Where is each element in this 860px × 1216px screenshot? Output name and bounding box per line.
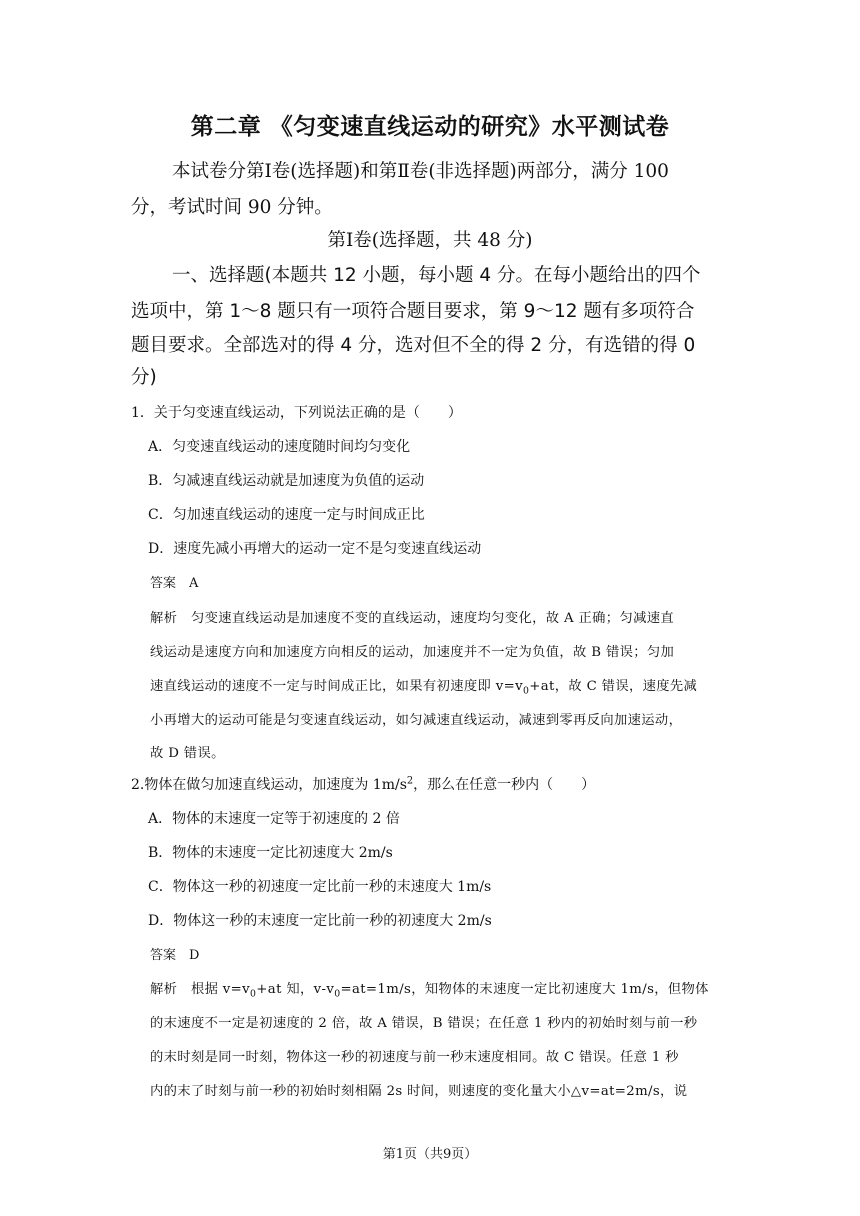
section-instructions-line-2: 选项中，第 1～8 题只有一项符合题目要求，第 9～12 题有多项符合 xyxy=(131,301,695,322)
question-2-option-b: B．物体的末速度一定比初速度大 2m/s xyxy=(148,845,393,861)
question-1-option-a: A．匀变速直线运动的速度随时间均匀变化 xyxy=(148,439,411,455)
question-1-stem: 1．关于匀变速直线运动，下列说法正确的是（ ） xyxy=(131,405,462,421)
question-1-option-b: B．匀减速直线运动就是加速度为负值的运动 xyxy=(148,473,425,489)
question-2-explanation-line-1: 解析 根据 $v=v_0+at$ 知，$v-v_0=at=1m/s$，知物体的末速度一定比初速度大 1m/s，但物体 xyxy=(150,982,709,1000)
intro-line-1: 本试卷分第Ⅰ卷(选择题)和第Ⅱ卷(非选择题)两部分，满分 100 xyxy=(172,161,669,182)
question-2-explanation-line-2: 的末速度不一定是初速度的 2 倍，故 A 错误，B 错误；在任意 1 秒内的初始时刻与前一秒 xyxy=(150,1016,698,1031)
page-title: 第二章 《匀变速直线运动的研究》水平测试卷 xyxy=(190,114,670,140)
question-1-explanation-line-2: 线运动是速度方向和加速度方向相反的运动，加速度并不一定为负值，故 B 错误；匀加 xyxy=(150,645,675,660)
question-2-option-c: C．物体这一秒的初速度一定比前一秒的末速度大 1m/s xyxy=(148,879,492,895)
section-instructions-line-1: 一、选择题(本题共 12 小题，每小题 4 分。在每小题给出的四个 xyxy=(172,265,701,286)
question-1-explanation-line-4: 小再增大的运动可能是匀变速直线运动，如匀减速直线运动，减速到零再反向加速运动， xyxy=(150,713,683,728)
question-2-stem: 2.物体在做匀加速直线运动，加速度为 $1m/s^2$，那么在任意一秒内（ ） xyxy=(131,775,596,793)
question-2-explanation-line-3: 的末时刻是同一时刻，物体这一秒的初速度与前一秒末速度相同。故 C 错误。任意 1 秒 xyxy=(150,1050,679,1065)
question-2-option-d: D．物体这一秒的末速度一定比前一秒的初速度大 2m/s xyxy=(148,913,492,929)
question-1-explanation-line-5: 故 D 错误。 xyxy=(150,746,225,761)
section-instructions-line-4: 分) xyxy=(131,367,157,388)
question-1-explanation-line-1: 解析 匀变速直线运动是加速度不变的直线运动，速度均匀变化，故 A 正确；匀减速直 xyxy=(150,611,675,626)
question-1-explanation-line-3: 速直线运动的速度不一定与时间成正比，如果有初速度即 $v=v_0+at$，故 C 错误，速度先减 xyxy=(150,679,698,697)
question-1-answer: 答案 A xyxy=(150,576,199,591)
question-2-answer: 答案 D xyxy=(150,948,200,963)
question-1-option-c: C．匀加速直线运动的速度一定与时间成正比 xyxy=(148,507,425,523)
section-instructions-line-3: 题目要求。全部选对的得 4 分，选对但不全的得 2 分，有选错的得 0 xyxy=(131,335,696,356)
page-footer: 第1页（共9页） xyxy=(382,1147,478,1162)
question-2-option-a: A．物体的末速度一定等于初速度的 2 倍 xyxy=(148,811,400,827)
part-heading: 第Ⅰ卷(选择题，共 48 分) xyxy=(327,230,533,251)
question-1-option-d: D．速度先减小再增大的运动一定不是匀变速直线运动 xyxy=(148,541,482,557)
question-2-explanation-line-4: 内的末了时刻与前一秒的初始时刻相隔 2s 时间，则速度的变化量大小△v=at=2m/s，说 xyxy=(150,1084,688,1099)
intro-line-2: 分，考试时间 90 分钟。 xyxy=(131,197,333,218)
